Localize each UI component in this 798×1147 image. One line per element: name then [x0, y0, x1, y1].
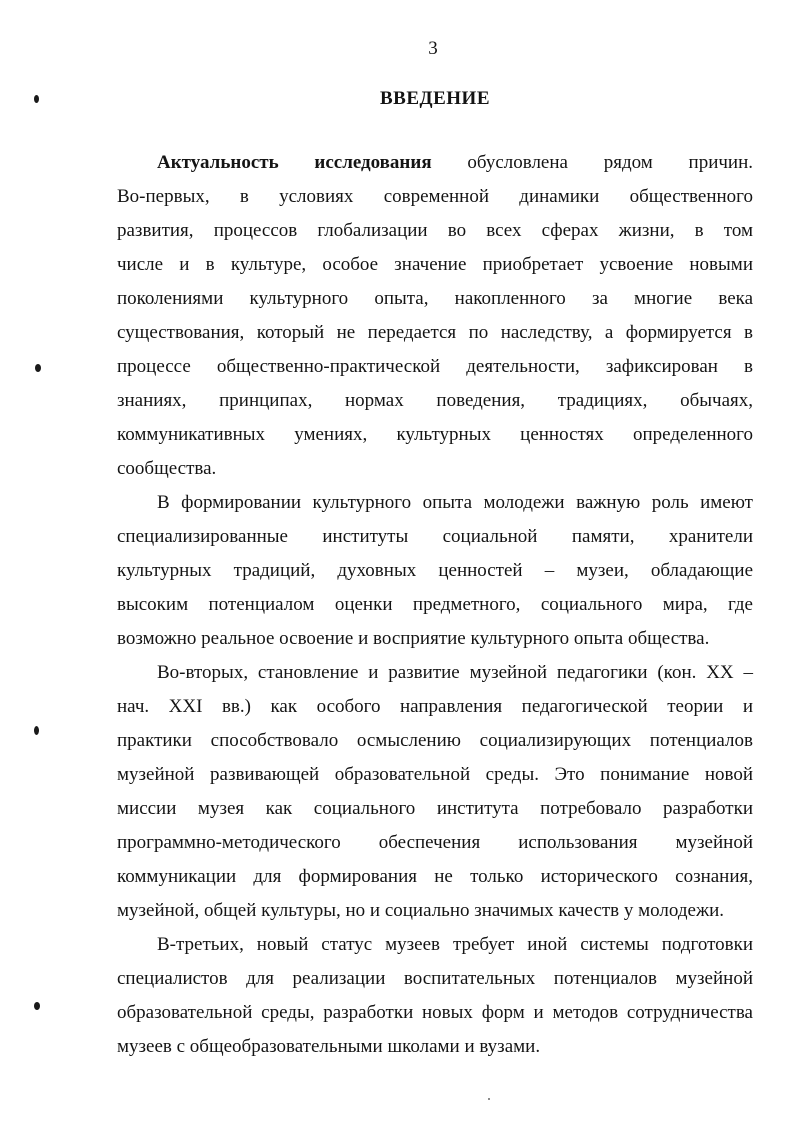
paragraph: [117, 928, 753, 1064]
line-text: Во-вторых, становление и развитие музейной педагогики (кон. XX –: [157, 662, 753, 683]
line-text: процессе общественно-практической деятельности, зафиксирован в: [117, 356, 753, 377]
line-text: существования, который не передается по наследству, а формируется в: [117, 322, 753, 343]
line-text: музеев с общеобразовательными школами и вузами.: [117, 1036, 541, 1057]
text-line: [117, 894, 753, 928]
text-line: [117, 282, 753, 316]
line-text: музейной, общей культуры, но и социально значимых качеств у молодежи.: [117, 900, 724, 921]
text-line: [117, 1030, 753, 1064]
line-text: развития, процессов глобализации во всех сферах жизни, в том: [117, 220, 753, 241]
scan-speck: [34, 1002, 40, 1010]
text-line: [117, 180, 753, 214]
line-text: В формировании культурного опыта молодежи важную роль имеют: [157, 492, 753, 513]
text-line: [117, 554, 753, 588]
text-line: [117, 826, 753, 860]
text-line: [117, 350, 753, 384]
text-line: [117, 928, 753, 962]
line-text: нач. XXI вв.) как особого направления педагогической теории и: [117, 696, 753, 717]
line-text: сообщества.: [117, 458, 217, 479]
text-line: [117, 384, 753, 418]
paragraph: [117, 486, 753, 656]
text-line: [117, 656, 753, 690]
line-text: специалистов для реализации воспитательных потенциалов музейной: [117, 968, 753, 989]
paragraph: [117, 146, 753, 486]
text-line: [117, 622, 753, 656]
line-text: числе и в культуре, особое значение приобретает усвоение новыми: [117, 254, 753, 275]
line-text: поколениями культурного опыта, накопленного за многие века: [117, 288, 753, 309]
line-text: обусловлена рядом причин.: [431, 152, 754, 173]
line-text: специализированные институты социальной памяти, хранители: [117, 526, 753, 547]
line-text: программно-методического обеспечения использования музейной: [117, 832, 753, 853]
text-line: [117, 486, 753, 520]
text-line: [117, 792, 753, 826]
line-text: коммуникации для формирования не только исторического сознания,: [117, 866, 753, 887]
line-text: возможно реальное освоение и восприятие культурного опыта общества.: [117, 628, 710, 649]
line-text: образовательной среды, разработки новых форм и методов сотрудничества: [117, 1002, 753, 1023]
line-text: миссии музея как социального института потребовало разработки: [117, 798, 753, 819]
text-line: [117, 690, 753, 724]
line-text: В-третьих, новый статус музеев требует иной системы подготовки: [157, 934, 753, 955]
line-text: культурных традиций, духовных ценностей – музеи, обладающие: [117, 560, 753, 581]
text-line: [117, 316, 753, 350]
text-line: [117, 520, 753, 554]
body-text: [117, 146, 753, 1064]
page-number: 3: [428, 38, 438, 59]
text-line: [117, 724, 753, 758]
text-line: [117, 214, 753, 248]
text-line: [117, 962, 753, 996]
line-text: знаниях, принципах, нормах поведения, традициях, обычаях,: [117, 390, 753, 411]
text-line: [117, 758, 753, 792]
scan-speck: [34, 95, 39, 103]
line-text: практики способствовало осмыслению социализирующих потенциалов: [117, 730, 753, 751]
scan-speck: [488, 1098, 490, 1100]
line-text: Во-первых, в условиях современной динамики общественного: [117, 186, 753, 207]
line-text: высоким потенциалом оценки предметного, социального мира, где: [117, 594, 753, 615]
line-text: музейной развивающей образовательной среды. Это понимание новой: [117, 764, 753, 785]
text-line: [117, 452, 753, 486]
paragraph: [117, 656, 753, 928]
text-line: [117, 996, 753, 1030]
text-line: [117, 860, 753, 894]
text-line: [117, 146, 753, 180]
text-line: [117, 588, 753, 622]
section-heading: ВВЕДЕНИЕ: [380, 88, 490, 109]
line-text: коммуникативных умениях, культурных ценностях определенного: [117, 424, 753, 445]
scan-speck: [34, 726, 39, 735]
bold-term: Актуальность исследования: [157, 152, 432, 173]
text-line: [117, 248, 753, 282]
text-line: [117, 418, 753, 452]
scan-speck: [35, 364, 41, 372]
